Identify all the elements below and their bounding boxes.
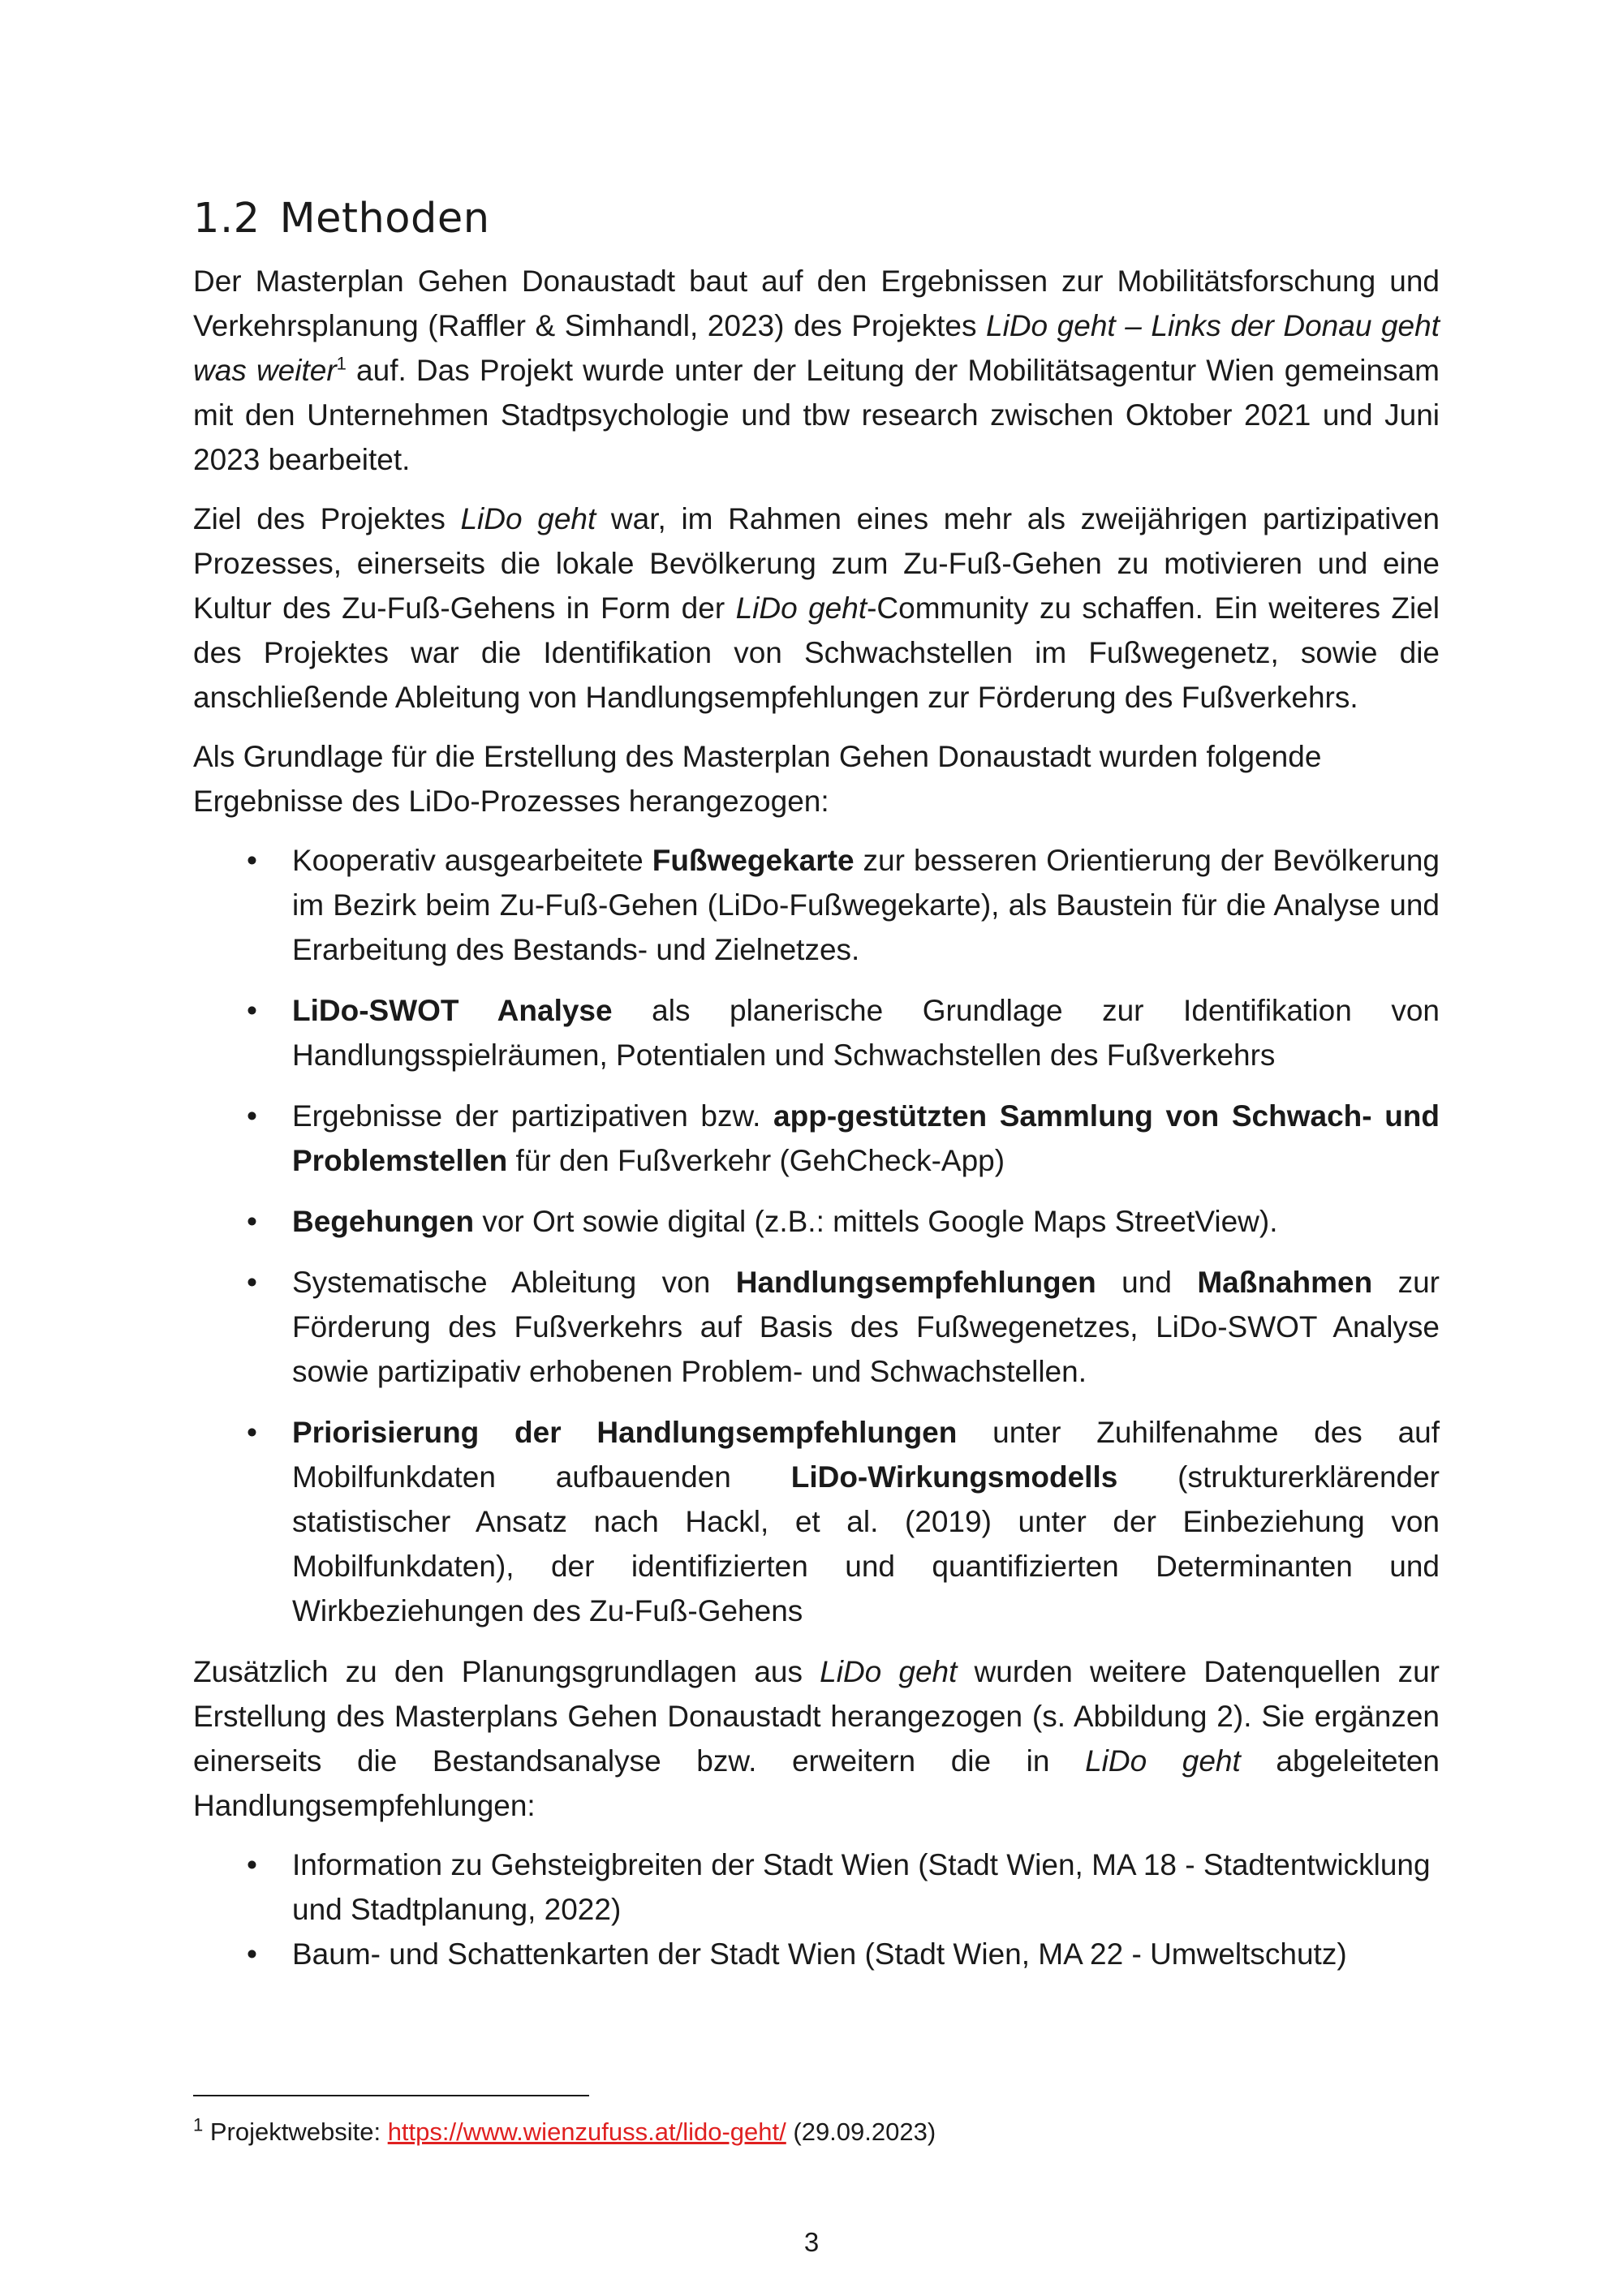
footnote-number: 1 xyxy=(193,2114,204,2135)
project-name-italic: LiDo geht – Links der Donau geht was weiter xyxy=(193,309,1440,387)
bold-term: app-gestützten Sammlung von Schwach- und Problemstellen xyxy=(292,1099,1440,1177)
footnote-label: Projektwebsite: xyxy=(203,2118,388,2146)
results-list xyxy=(193,838,1440,1633)
bullet-icon: • xyxy=(247,1099,257,1133)
text-run: (strukturerklärender statistischer Ansatz nach Hackl, et al. (2019) unter der Einbeziehung von Mobilfunkdaten), der identifizierten und quantifizierten Determinanten und Wirkbeziehungen des Zu-Fuß-Gehens xyxy=(292,1460,1440,1627)
text-run: vor Ort sowie digital (z.B.: mittels Google Maps StreetView). xyxy=(474,1205,1278,1238)
bullet-icon: • xyxy=(247,1937,257,1971)
list-item xyxy=(193,1932,1440,1976)
bold-term: LiDo-SWOT Analyse xyxy=(292,994,613,1027)
bold-term: Handlungsempfehlungen xyxy=(735,1266,1096,1299)
list-item xyxy=(193,1260,1440,1394)
bold-term: Maßnahmen xyxy=(1197,1266,1373,1299)
text-run: Baum- und Schattenkarten der Stadt Wien (Stadt Wien, MA 22 - Umweltschutz) xyxy=(292,1937,1347,1971)
page-number: 3 xyxy=(803,2227,820,2257)
paragraph-goals xyxy=(193,497,1440,720)
page-body xyxy=(193,195,1440,1991)
project-website-link[interactable]: https://www.wienzufuss.at/lido-geht/ xyxy=(387,2118,786,2146)
text-run: als planerische Grundlage zur Identifikation von Handlungsspielräumen, Potentialen und Schwachstellen des Fußverkehrs xyxy=(292,994,1440,1072)
bold-term: Begehungen xyxy=(292,1205,475,1238)
text-run: unter Zuhilfenahme des auf Mobilfunkdaten aufbauenden xyxy=(292,1416,1440,1494)
bullet-icon: • xyxy=(247,1266,257,1299)
project-name-italic: LiDo geht xyxy=(1085,1744,1241,1778)
footnote-separator xyxy=(193,2095,589,2096)
project-name-italic: LiDo geht xyxy=(460,502,596,535)
text-run: Der Masterplan Gehen Donaustadt baut auf den Ergebnissen zur Mobilitätsforschung und Verkehrsplanung (Raffler & Simhandl, 2023) des Projektes xyxy=(193,264,1440,342)
text-run: für den Fußverkehr (GehCheck-App) xyxy=(507,1144,1005,1177)
list-item xyxy=(193,1199,1440,1244)
list-item xyxy=(193,838,1440,972)
text-run: auf. Das Projekt wurde unter der Leitung der Mobilitätsagentur Wien gemeinsam mit den Unternehmen Stadtpsychologie und tbw research zwischen Oktober 2021 und Juni 2023 bearbeitet. xyxy=(193,354,1440,476)
list-item xyxy=(193,1094,1440,1183)
section-heading xyxy=(193,195,1440,243)
text-run: Ergebnisse der partizipativen bzw. xyxy=(292,1099,774,1133)
bold-term: Priorisierung der Handlungsempfehlungen xyxy=(292,1416,958,1449)
list-item xyxy=(193,1842,1440,1932)
data-sources-list xyxy=(193,1842,1440,1976)
text-run: abgeleiteten Handlungsempfehlungen: xyxy=(193,1744,1440,1822)
bullet-icon: • xyxy=(247,1205,257,1238)
paragraph-intro xyxy=(193,259,1440,482)
text-run: Kooperativ ausgearbeitete xyxy=(292,844,652,877)
text-run: war, im Rahmen eines mehr als zweijährigen partizipativen Prozesses, einerseits die lokale Bevölkerung zum Zu-Fuß-Gehen zu motivieren und eine Kultur des Zu-Fuß-Gehens in Form der xyxy=(193,502,1440,625)
paragraph-basis: Als Grundlage für die Erstellung des Masterplan Gehen Donaustadt wurden folgende Ergebnisse des LiDo-Prozesses herangezogen: xyxy=(193,740,1322,818)
footnote xyxy=(193,2114,936,2150)
bold-term: LiDo-Wirkungsmodells xyxy=(790,1460,1118,1494)
text-run: zur Förderung des Fußverkehrs auf Basis des Fußwegenetzes, LiDo-SWOT Analyse sowie partizipativ erhobenen Problem- und Schwachstellen. xyxy=(292,1266,1440,1388)
section-title: Methoden xyxy=(279,195,490,243)
text-run: Information zu Gehsteigbreiten der Stadt Wien (Stadt Wien, MA 18 - Stadtentwicklung und Stadtplanung, 2022) xyxy=(292,1848,1431,1926)
text-run: Systematische Ableitung von xyxy=(292,1266,736,1299)
section-number: 1.2 xyxy=(193,195,260,243)
bold-term: Fußwegekarte xyxy=(652,844,855,877)
bullet-icon: • xyxy=(247,844,257,877)
footnote-date: (29.09.2023) xyxy=(786,2118,936,2146)
text-run: -Community zu schaffen. Ein weiteres Ziel des Projektes war die Identifikation von Schwachstellen im Fußwegenetz, sowie die anschließende Ableitung von Handlungsempfehlungen zur Förderung des Fußverkehrs. xyxy=(193,591,1440,714)
bullet-icon: • xyxy=(247,1416,257,1449)
project-name-italic: LiDo geht xyxy=(820,1655,958,1688)
text-run: wurden weitere Datenquellen zur Erstellung des Masterplans Gehen Donaustadt herangezogen (s. Abbildung 2). Sie ergänzen einerseits die Bestandsanalyse bzw. erweitern die in xyxy=(193,1655,1440,1778)
text-run: zur besseren Orientierung der Bevölkerung im Bezirk beim Zu-Fuß-Gehen (LiDo-Fußwegekarte), als Baustein für die Analyse und Erarbeitung des Bestands- und Zielnetzes. xyxy=(292,844,1440,966)
text-run: und xyxy=(1096,1266,1198,1299)
text-run: Ziel des Projektes xyxy=(193,502,461,535)
text-run: Zusätzlich zu den Planungsgrundlagen aus xyxy=(193,1655,820,1688)
project-name-italic: LiDo geht xyxy=(735,591,867,625)
list-item xyxy=(193,988,1440,1077)
list-item xyxy=(193,1410,1440,1633)
bullet-icon: • xyxy=(247,994,257,1027)
bullet-icon: • xyxy=(247,1848,257,1881)
paragraph-additional-sources xyxy=(193,1649,1440,1828)
footnote-reference[interactable]: 1 xyxy=(336,353,347,374)
